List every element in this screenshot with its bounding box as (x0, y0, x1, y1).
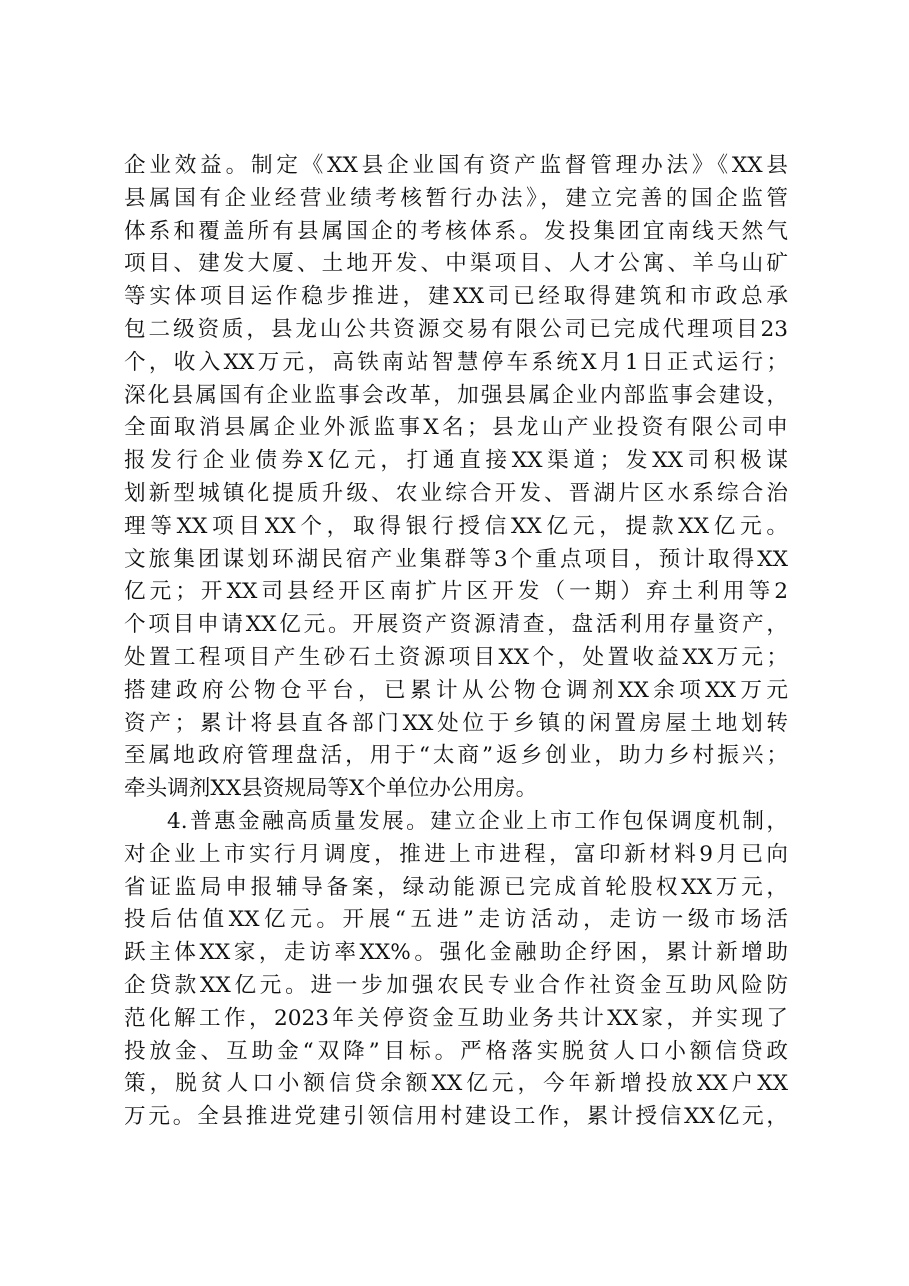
text-line: 报发行企业债券X亿元，打通直接XX渠道；发XX司积极谋 (124, 448, 788, 474)
paragraph-enterprise-benefits (124, 150, 788, 806)
text-line: 策，脱贫人口小额信贷余额XX亿元，今年新增投放XX户XX (124, 1071, 788, 1097)
text-line: 处置工程项目产生砂石土资源项目XX个，处置收益XX万元； (124, 644, 788, 670)
text-line: 企贷款XX亿元。进一步加强农民专业合作社资金互助风险防 (124, 972, 788, 998)
text-line: 个，收入XX万元，高铁南站智慧停车系统X月1日正式运行； (124, 349, 788, 375)
text-line: 体系和覆盖所有县属国企的考核体系。发投集团宜南线天然气 (124, 218, 788, 244)
text-line: 范化解工作，2023年关停资金互助业务共计XX家，并实现了 (124, 1005, 788, 1031)
text-line: 跃主体XX家，走访率XX%。强化金融助企纾困，累计新增助 (124, 940, 788, 966)
text-line: 企业效益。制定《XX县企业国有资产监督管理办法》《XX县 (124, 153, 788, 178)
text-line: 投后估值XX亿元。开展“五进”走访活动，走访一级市场活 (124, 907, 788, 933)
text-line: 对企业上市实行月调度，推进上市进程，富印新材料9月已向 (124, 841, 788, 867)
text-line: 至属地政府管理盘活，用于“太商”返乡创业，助力乡村振兴； (124, 743, 788, 769)
text-line: 省证监局申报辅导备案，绿动能源已完成首轮股权XX万元， (124, 874, 788, 900)
text-line: 投放金、互助金“双降”目标。严格落实脱贫人口小额信贷政 (124, 1038, 788, 1064)
text-line: 亿元；开XX司县经开区南扩片区开发（一期）弃土利用等2 (124, 579, 788, 605)
text-line: 资产；累计将县直各部门XX处位于乡镇的闲置房屋土地划转 (124, 710, 788, 736)
text-line: 4.普惠金融高质量发展。建立企业上市工作包保调度机制， (167, 808, 788, 834)
text-line: 万元。全县推进党建引领信用村建设工作，累计授信XX亿元， (124, 1104, 788, 1130)
text-line: 县属国有企业经营业绩考核暂行办法》，建立完善的国企监管 (124, 185, 788, 211)
text-line: 文旅集团谋划环湖民宿产业集群等3个重点项目，预计取得XX (124, 546, 788, 572)
text-line: 全面取消县属企业外派监事X名；县龙山产业投资有限公司申 (124, 415, 788, 441)
text-line: 理等XX项目XX个，取得银行授信XX亿元，提款XX亿元。 (124, 513, 788, 539)
text-line: 搭建政府公物仓平台，已累计从公物仓调剂XX余项XX万元 (124, 677, 788, 703)
text-line: 等实体项目运作稳步推进，建XX司已经取得建筑和市政总承 (124, 284, 788, 310)
text-line: 个项目申请XX亿元。开展资产资源清查，盘活利用存量资产， (124, 612, 788, 638)
paragraph-inclusive-finance (124, 806, 788, 1134)
text-line: 深化县属国有企业监事会改革，加强县属企业内部监事会建设， (124, 382, 788, 408)
text-line: 项目、建发大厦、土地开发、中渠项目、人才公寓、羊乌山矿 (124, 251, 788, 277)
text-line: 牵头调剂XX县资规局等X个单位办公用房。 (124, 776, 538, 802)
text-line: 划新型城镇化提质升级、农业综合开发、晋湖片区水系综合治 (124, 480, 788, 506)
document-body (124, 150, 788, 1134)
text-line: 包二级资质，县龙山公共资源交易有限公司已完成代理项目23 (124, 316, 788, 342)
